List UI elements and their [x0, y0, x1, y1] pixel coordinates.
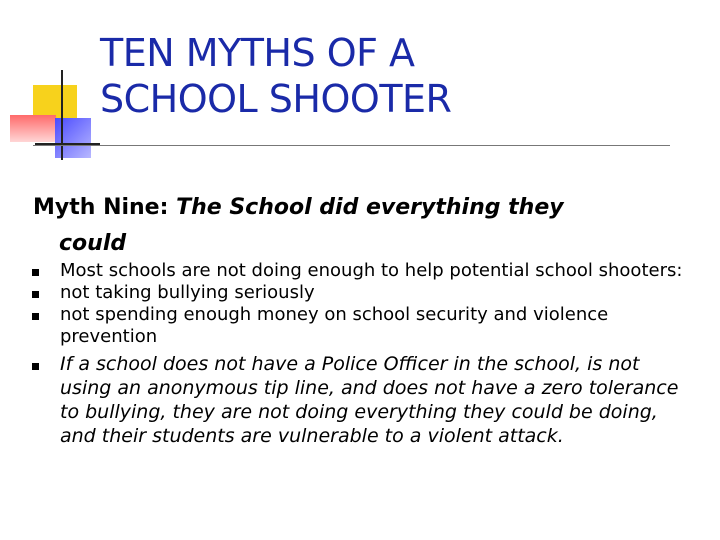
bullet-text: If a school does not have a Police Officer in the school, is not using an anonymous tip line, and does not have a zero tolerance to bullying, they are not doing everything they could be doing, and their students are vulnerable to a violent attack. — [60, 353, 679, 447]
title-line-2: SCHOOL SHOOTER — [100, 77, 452, 121]
square-bullet-icon — [32, 291, 39, 298]
myth-heading-statement: The School did everything they — [176, 195, 564, 220]
list-item — [30, 352, 690, 448]
myth-heading — [33, 190, 673, 262]
slide-title — [100, 30, 700, 122]
list-item — [30, 304, 690, 348]
decorative-squares-logo — [0, 70, 100, 170]
list-item — [30, 282, 690, 304]
logo-vertical-line — [61, 70, 63, 160]
title-line-1: TEN MYTHS OF A — [100, 31, 415, 75]
square-bullet-icon — [32, 363, 39, 370]
myth-heading-label: Myth Nine: — [33, 195, 169, 220]
list-item — [30, 260, 690, 282]
bullet-list — [30, 260, 690, 448]
bullet-text: not spending enough money on school security and violence prevention — [60, 304, 609, 347]
title-divider — [33, 145, 670, 146]
square-bullet-icon — [32, 313, 39, 320]
logo-red-square — [10, 115, 56, 142]
myth-heading-continuation: could — [59, 231, 127, 256]
bullet-text: not taking bullying seriously — [60, 282, 315, 303]
square-bullet-icon — [32, 269, 39, 276]
bullet-text: Most schools are not doing enough to help potential school shooters: — [60, 260, 683, 281]
